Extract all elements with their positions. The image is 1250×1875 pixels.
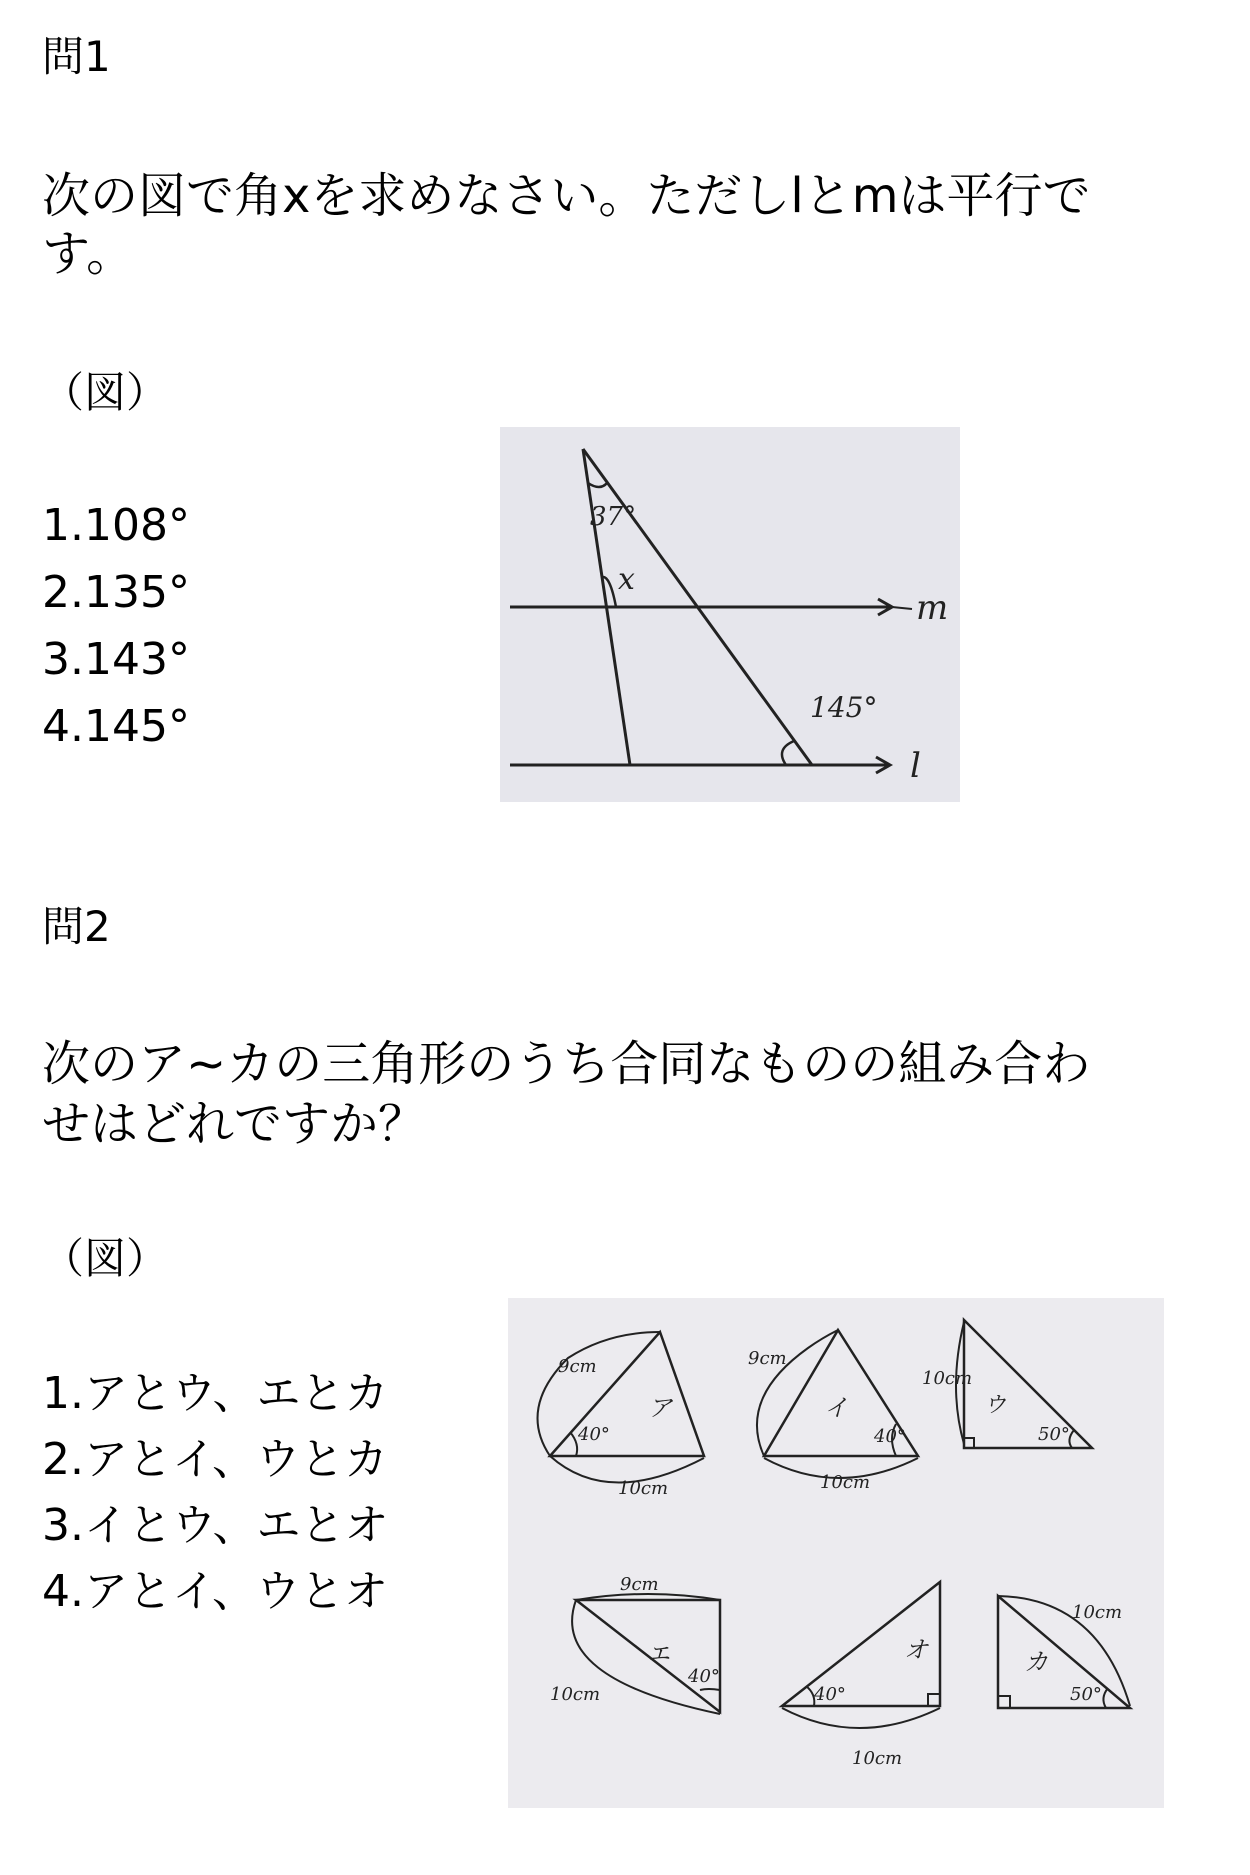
o-name-label: オ bbox=[904, 1636, 928, 1664]
q2-option-3[interactable]: 3.イとウ、エとオ bbox=[42, 1500, 389, 1551]
triangle-u bbox=[964, 1320, 1092, 1448]
q2-figure bbox=[508, 1298, 1164, 1808]
ka-name-label: カ bbox=[1024, 1648, 1048, 1676]
i-side2-label: 10cm bbox=[820, 1472, 871, 1493]
e-side1-label: 9cm bbox=[620, 1574, 659, 1595]
q1-option-3[interactable]: 3.143° bbox=[42, 634, 190, 685]
q1-question-line1: 次の図で角xを求めなさい。ただしlとmは平行で bbox=[42, 168, 1091, 224]
a-name-label: ア bbox=[648, 1394, 672, 1422]
top-angle-arc bbox=[588, 483, 607, 487]
i-side1-label: 9cm bbox=[748, 1348, 787, 1369]
e-angle-label: 40° bbox=[688, 1666, 720, 1687]
e-name-label: エ bbox=[646, 1640, 670, 1668]
q1-option-2[interactable]: 2.135° bbox=[42, 567, 190, 618]
bottom-angle-arc bbox=[782, 741, 794, 765]
u-side1-label: 10cm bbox=[922, 1368, 973, 1389]
q2-option-4[interactable]: 4.アとイ、ウとオ bbox=[42, 1566, 389, 1617]
q2-question-line1: 次のア~カの三角形のうち合同なものの組み合わ bbox=[42, 1036, 1091, 1092]
o-angle-label: 40° bbox=[814, 1684, 846, 1705]
e-side2-label: 10cm bbox=[550, 1684, 601, 1705]
q2-figure-label: （図） bbox=[42, 1234, 169, 1283]
q2-option-1[interactable]: 1.アとウ、エとカ bbox=[42, 1368, 389, 1419]
ka-side1-label: 10cm bbox=[1072, 1602, 1123, 1623]
angle-bottom-label: 145° bbox=[810, 691, 878, 724]
q1-option-4[interactable]: 4.145° bbox=[42, 701, 190, 752]
line-m-label: m bbox=[916, 588, 949, 628]
u-angle-label: 50° bbox=[1038, 1424, 1070, 1445]
u-name-label: ウ bbox=[984, 1393, 1007, 1418]
q1-figure bbox=[500, 427, 960, 802]
i-angle-label: 40° bbox=[874, 1426, 906, 1447]
q2-question-line2: せはどれですか？ bbox=[42, 1096, 427, 1152]
q1-heading: 問1 bbox=[42, 32, 111, 81]
a-angle-label: 40° bbox=[578, 1424, 610, 1445]
ka-angle-label: 50° bbox=[1070, 1684, 1102, 1705]
angle-top-label: 37° bbox=[590, 502, 637, 532]
q1-option-1[interactable]: 1.108° bbox=[42, 500, 190, 551]
q2-option-2[interactable]: 2.アとイ、ウとカ bbox=[42, 1434, 389, 1485]
q1-question-line2: す。 bbox=[42, 226, 135, 282]
i-name-label: イ bbox=[824, 1394, 848, 1422]
a-side1-label: 9cm bbox=[558, 1356, 597, 1377]
angle-x-label: x bbox=[618, 562, 635, 597]
q2-heading: 問2 bbox=[42, 902, 111, 951]
q1-figure-label: （図） bbox=[42, 368, 169, 417]
o-side1-label: 10cm bbox=[852, 1748, 903, 1769]
a-side2-label: 10cm bbox=[618, 1478, 669, 1499]
line-l-label: l bbox=[910, 746, 921, 786]
